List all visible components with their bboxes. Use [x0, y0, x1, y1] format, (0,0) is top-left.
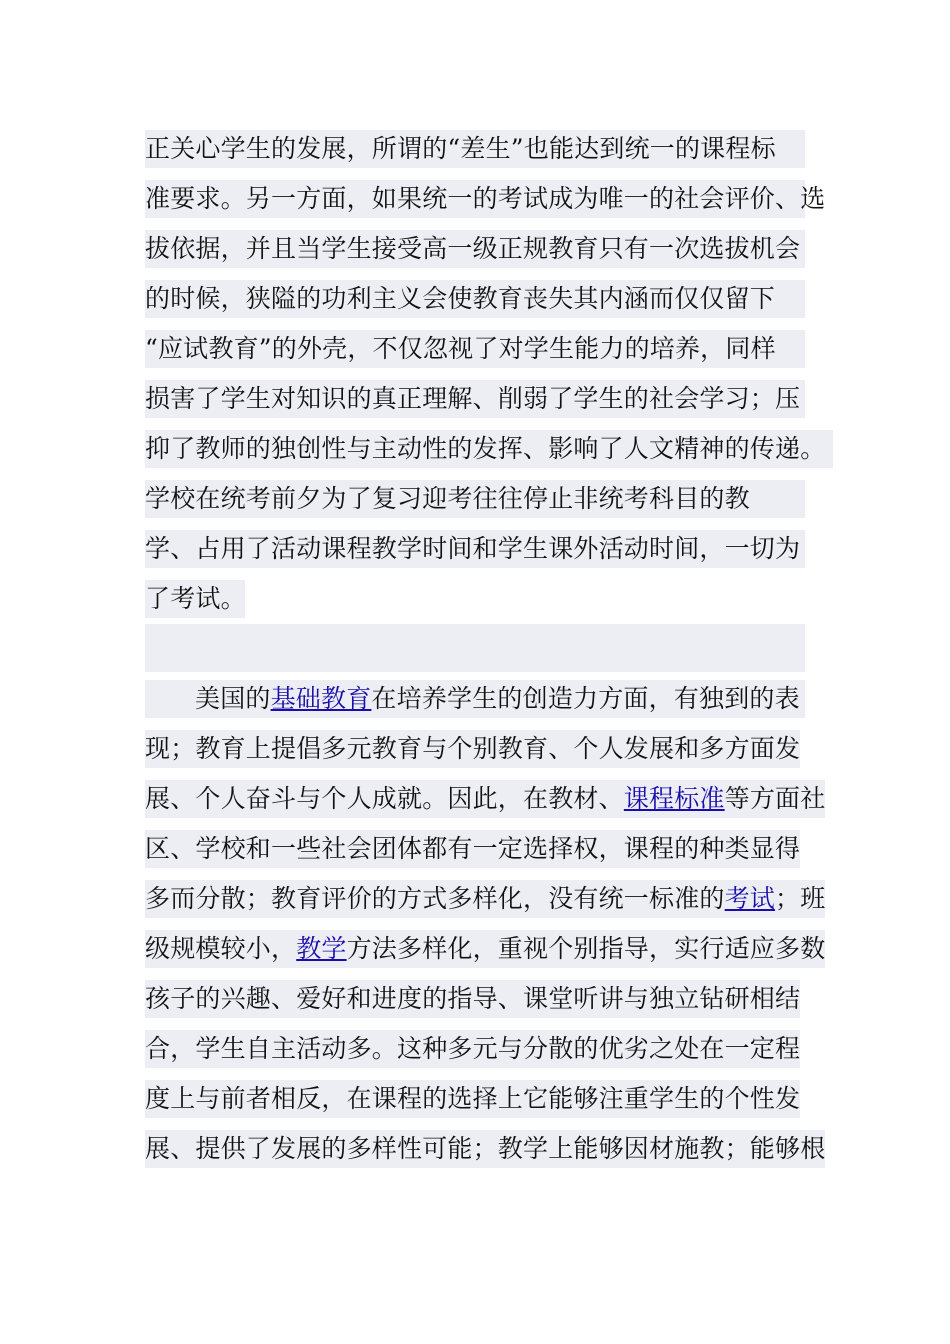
text-line	[145, 930, 825, 968]
link-basic-education[interactable]: 基础教育	[270, 684, 372, 713]
text-line: 孩子的兴趣、爱好和进度的指导、课堂听讲与独立钻研相结	[145, 980, 800, 1018]
text-line: 拔依据，并且当学生接受高一级正规教育只有一次选拔机会	[145, 230, 805, 268]
text-segment: ；班	[775, 884, 826, 913]
text-line: 损害了学生对知识的真正理解、削弱了学生的社会学习；压	[145, 380, 805, 418]
text-segment: 展、个人奋斗与个人成就。因此，在教材、	[145, 784, 624, 813]
link-exam[interactable]: 考试	[724, 884, 776, 913]
text-segment: 级规模较小，	[145, 934, 297, 963]
text-line: 学、占用了活动课程教学时间和学生课外活动时间，一切为	[145, 530, 805, 568]
text-line	[145, 780, 825, 818]
text-line: 准要求。另一方面，如果统一的考试成为唯一的社会评价、选	[145, 180, 805, 218]
text-line: 的时候，狭隘的功利主义会使教育丧失其内涵而仅仅留下	[145, 280, 805, 318]
text-line: 度上与前者相反，在课程的选择上它能够注重学生的个性发	[145, 1080, 800, 1118]
text-line: 区、学校和一些社会团体都有一定选择权，课程的种类显得	[145, 830, 800, 868]
text-line: 了考试。	[145, 580, 245, 618]
text-segment: 多而分散；教育评价的方式多样化，没有统一标准的	[145, 884, 725, 913]
text-segment: 在培养学生的创造力方面，有独到的表	[371, 684, 800, 713]
link-curriculum-standard[interactable]: 课程标准	[623, 784, 725, 813]
text-line: 合，学生自主活动多。这种多元与分散的优劣之处在一定程	[145, 1030, 800, 1068]
text-segment: 方法多样化，重视个别指导，实行适应多数	[346, 934, 826, 963]
text-line	[145, 680, 805, 718]
text-line: 抑了教师的独创性与主动性的发挥、影响了人文精神的传递。	[145, 430, 833, 468]
text-line: 现；教育上提倡多元教育与个别教育、个人发展和多方面发	[145, 730, 800, 768]
text-segment: 等方面社	[724, 784, 826, 813]
text-line	[145, 880, 825, 918]
text-line: 正关心学生的发展，所谓的“差生”也能达到统一的课程标	[145, 130, 805, 168]
empty-paragraph	[145, 624, 805, 672]
link-teaching[interactable]: 教学	[296, 934, 347, 963]
text-line: 学校在统考前夕为了复习迎考往往停止非统考科目的教	[145, 480, 805, 518]
text-segment: 美国的	[195, 684, 271, 713]
text-line: “应试教育”的外壳，不仅忽视了对学生能力的培养，同样	[145, 330, 805, 368]
text-line: 展、提供了发展的多样性可能；教学上能够因材施教；能够根	[145, 1130, 825, 1168]
